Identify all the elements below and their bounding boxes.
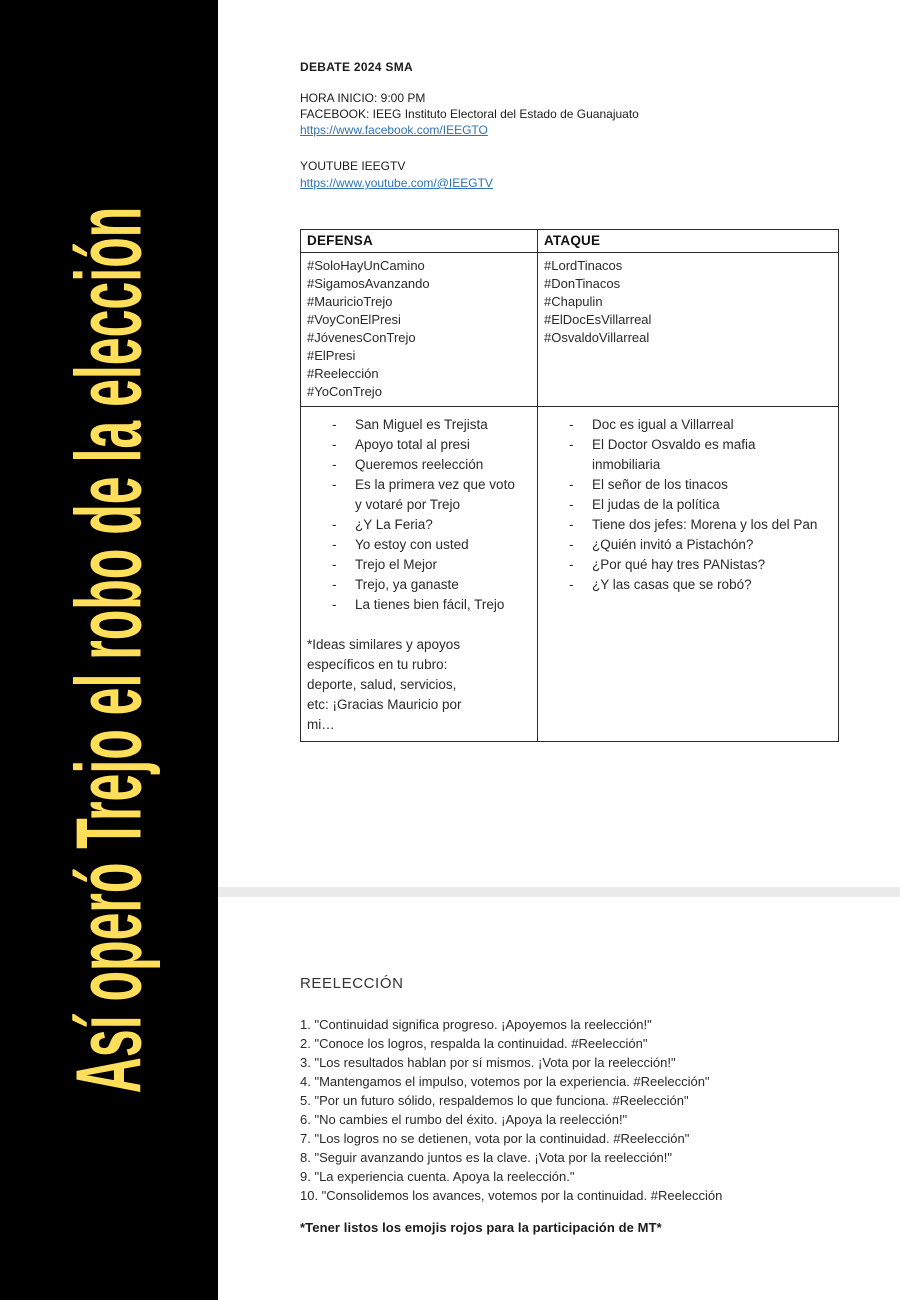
ataque-bullet: - El señor de los tinacos — [563, 475, 832, 495]
facebook-link[interactable]: https://www.facebook.com/IEEGTO — [300, 123, 488, 137]
youtube-label: YOUTUBE IEEGTV — [300, 159, 406, 173]
reeleccion-slogan: 8. "Seguir avanzando juntos es la clave. ¡Vota por la reelección!" — [300, 1150, 673, 1165]
youtube-link[interactable]: https://www.youtube.com/@IEEGTV — [300, 176, 493, 190]
hashtags-row — [301, 253, 839, 407]
reeleccion-slogan: 7. "Los logros no se detienen, vota por la continuidad. #Reelección" — [300, 1131, 690, 1146]
doc-title: DEBATE 2024 SMA — [300, 60, 413, 74]
defensa-hashtag: #SoloHayUnCamino — [307, 258, 425, 273]
ataque-bullet: - El judas de la política — [563, 495, 832, 515]
defensa-bullet: - Apoyo total al presi — [326, 435, 531, 455]
defensa-note: *Ideas similares y apoyos específicos en tu rubro: deporte, salud, servicios, etc: ¡Gracias Mauricio por mi… — [307, 637, 462, 732]
ataque-bullet: - El Doctor Osvaldo es mafia inmobiliaria — [563, 435, 832, 475]
defensa-bullets-cell — [301, 407, 538, 742]
ataque-hashtag: #OsvaldoVillarreal — [544, 330, 650, 345]
bullets-row — [301, 407, 839, 742]
defensa-hashtag: #YoConTrejo — [307, 384, 382, 399]
defensa-bullet: - ¿Y La Feria? — [326, 515, 531, 535]
table-header-ataque: ATAQUE — [538, 230, 839, 253]
defensa-hashtag: #VoyConElPresi — [307, 312, 401, 327]
ataque-bullet: - Doc es igual a Villarreal — [563, 415, 832, 435]
defensa-bullet: - Trejo, ya ganaste — [326, 575, 531, 595]
table-header-row — [301, 230, 839, 253]
ataque-bullet: - ¿Y las casas que se robó? — [563, 575, 832, 595]
ataque-bullets-cell — [538, 407, 839, 742]
defensa-hashtag: #Reelección — [307, 366, 379, 381]
reeleccion-heading: REELECCIÓN — [300, 975, 404, 992]
ataque-bullet: - ¿Quién invitó a Pistachón? — [563, 535, 832, 555]
reeleccion-slogan: 2. "Conoce los logros, respalda la continuidad. #Reelección" — [300, 1036, 648, 1051]
reeleccion-slogan-list — [300, 1015, 880, 1205]
defensa-bullet: - Es la primera vez que voto y votaré por Trejo — [326, 475, 531, 515]
reeleccion-slogan: 10. "Consolidemos los avances, votemos por la continuidad. #Reelección — [300, 1188, 723, 1203]
defensa-hashtag: #ElPresi — [307, 348, 356, 363]
start-time-line: HORA INICIO: 9:00 PM — [300, 91, 426, 105]
reeleccion-slogan: 4. "Mantengamos el impulso, votemos por la experiencia. #Reelección" — [300, 1074, 710, 1089]
reeleccion-slogan: 6. "No cambies el rumbo del éxito. ¡Apoya la reelección!" — [300, 1112, 628, 1127]
facebook-line: FACEBOOK: IEEG Instituto Electoral del Estado de Guanajuato — [300, 107, 639, 121]
defensa-hashtag: #SigamosAvanzando — [307, 276, 430, 291]
ataque-hashtags-cell — [538, 253, 839, 407]
reeleccion-slogan: 5. "Por un futuro sólido, respaldemos lo que funciona. #Reelección" — [300, 1093, 689, 1108]
table-header-defensa: DEFENSA — [301, 230, 538, 253]
defensa-hashtag: #MauricioTrejo — [307, 294, 393, 309]
defensa-bullet-list — [307, 415, 531, 615]
reeleccion-slogan: 3. "Los resultados hablan por sí mismos. ¡Vota por la reelección!" — [300, 1055, 676, 1070]
ataque-hashtag: #ElDocEsVillarreal — [544, 312, 652, 327]
ataque-bullet-list — [544, 415, 832, 595]
debate-table — [300, 229, 839, 742]
ataque-hashtag: #LordTinacos — [544, 258, 623, 273]
ataque-bullet: - ¿Por qué hay tres PANistas? — [563, 555, 832, 575]
defensa-bullet: - La tienes bien fácil, Trejo — [326, 595, 531, 615]
youtube-block — [300, 158, 493, 192]
vertical-headline-text: Así operó Trejo el robo de la elección — [57, 206, 161, 1094]
headline-banner — [0, 0, 218, 1300]
ataque-bullet: - Tiene dos jefes: Morena y los del Pan — [563, 515, 832, 535]
event-info-block — [300, 90, 639, 138]
headline-rotor — [0, 0, 218, 1300]
defensa-bullet: - San Miguel es Trejista — [326, 415, 531, 435]
defensa-bullet: - Yo estoy con usted — [326, 535, 531, 555]
page-break-band — [218, 887, 900, 897]
ataque-hashtag: #DonTinacos — [544, 276, 621, 291]
emoji-footnote: *Tener listos los emojis rojos para la participación de MT* — [300, 1220, 662, 1235]
defensa-bullet: - Queremos reelección — [326, 455, 531, 475]
ataque-hashtag: #Chapulin — [544, 294, 603, 309]
defensa-hashtags-cell — [301, 253, 538, 407]
defensa-bullet: - Trejo el Mejor — [326, 555, 531, 575]
defensa-hashtag: #JóvenesConTrejo — [307, 330, 416, 345]
reeleccion-slogan: 9. "La experiencia cuenta. Apoya la reelección." — [300, 1169, 575, 1184]
reeleccion-slogan: 1. "Continuidad significa progreso. ¡Apoyemos la reelección!" — [300, 1017, 652, 1032]
